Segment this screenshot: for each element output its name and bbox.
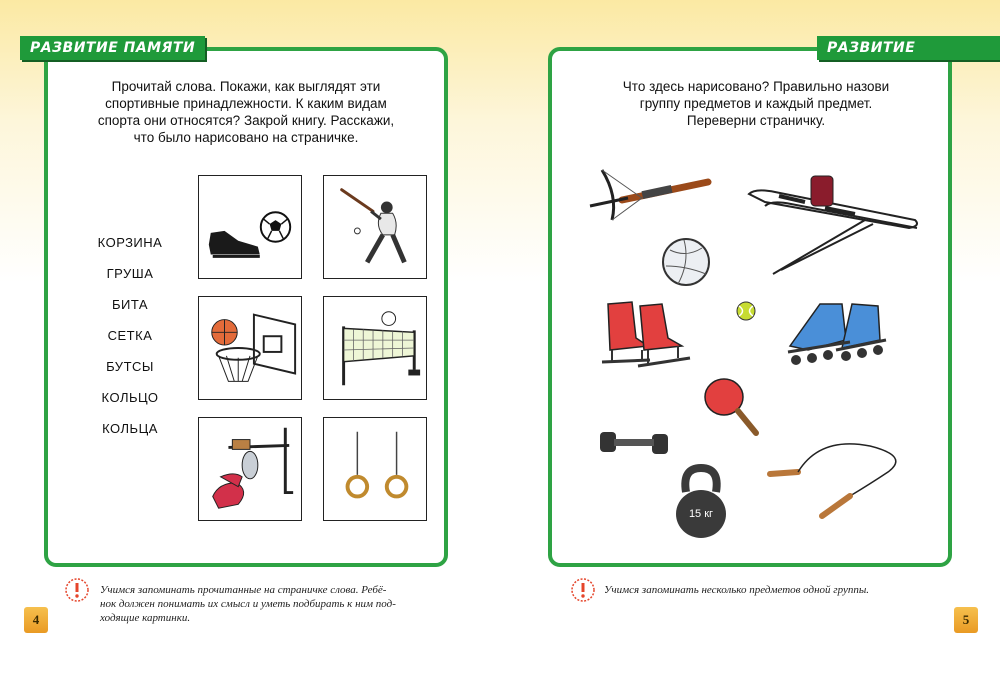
right-parent-note: [604, 583, 934, 597]
word-bita: БИТА: [111, 297, 149, 312]
left-page-header: РАЗВИТИЕ ПАМЯТИ: [20, 36, 205, 60]
punching-bag-icon: [199, 418, 301, 520]
card-baseball-batter[interactable]: [323, 175, 427, 279]
right-instruction: [580, 78, 932, 129]
kettlebell-weight-label: 15 кг: [688, 508, 714, 520]
word-grusha: ГРУША: [106, 266, 154, 281]
word-setka: СЕТКА: [107, 328, 153, 343]
gymnastic-rings-icon: [324, 418, 426, 520]
instruction-line: спорта они относятся? Закрой книгу. Расскажи,: [97, 113, 395, 128]
volleyball-icon[interactable]: [660, 236, 712, 288]
tennis-ball-icon[interactable]: [735, 300, 757, 322]
word-korzina: КОРЗИНА: [97, 235, 163, 250]
left-parent-note: [100, 583, 445, 625]
basketball-hoop-icon: [199, 297, 301, 399]
instruction-line: группу предметов и каждый предмет.: [639, 96, 873, 111]
note-line: Учимся запоминать прочитанные на страничке слова. Ребё-: [100, 584, 387, 596]
card-gymnastic-rings[interactable]: [323, 417, 427, 521]
card-volleyball-net[interactable]: [323, 296, 427, 400]
note-line: ходящие картинки.: [100, 612, 191, 624]
attention-icon: [64, 577, 90, 603]
card-punching-bag[interactable]: [198, 417, 302, 521]
kettlebell-icon[interactable]: [672, 462, 730, 542]
ping-pong-paddle-icon[interactable]: [700, 375, 762, 437]
crossbow-icon[interactable]: [582, 160, 714, 240]
figure-skates-icon[interactable]: [598, 298, 700, 372]
jump-rope-icon[interactable]: [760, 440, 920, 522]
card-basketball-hoop[interactable]: [198, 296, 302, 400]
inline-skates-icon[interactable]: [780, 300, 890, 372]
left-instruction: [70, 78, 422, 146]
instruction-line: Что здесь нарисовано? Правильно назови: [622, 79, 890, 94]
right-page-header: РАЗВИТИЕ ПАМЯТИ: [817, 36, 1000, 60]
page-number-left: 4: [24, 607, 48, 633]
attention-icon: [570, 577, 596, 603]
baseball-batter-icon: [324, 176, 426, 278]
word-koltso: КОЛЬЦО: [101, 390, 159, 405]
word-list: [90, 235, 170, 452]
note-line: нок должен понимать их смысл и уметь подбирать к ним под-: [100, 598, 396, 610]
instruction-line: Переверни страничку.: [686, 113, 826, 128]
instruction-line: спортивные принадлежности. К каким видам: [105, 96, 387, 111]
card-boots-and-ball[interactable]: [198, 175, 302, 279]
skis-and-poles-icon[interactable]: [745, 170, 920, 275]
volleyball-net-icon: [324, 297, 426, 399]
instruction-line: что было нарисовано на страничке.: [133, 130, 359, 145]
dumbbell-icon[interactable]: [596, 428, 672, 458]
page-number-right: 5: [954, 607, 978, 633]
word-koltsa: КОЛЬЦА: [102, 421, 158, 436]
word-butsy: БУТСЫ: [106, 359, 154, 374]
note-line: Учимся запоминать несколько предметов одной группы.: [604, 584, 870, 596]
instruction-line: Прочитай слова. Покажи, как выглядят эти: [111, 79, 381, 94]
soccer-boots-icon: [199, 176, 301, 278]
